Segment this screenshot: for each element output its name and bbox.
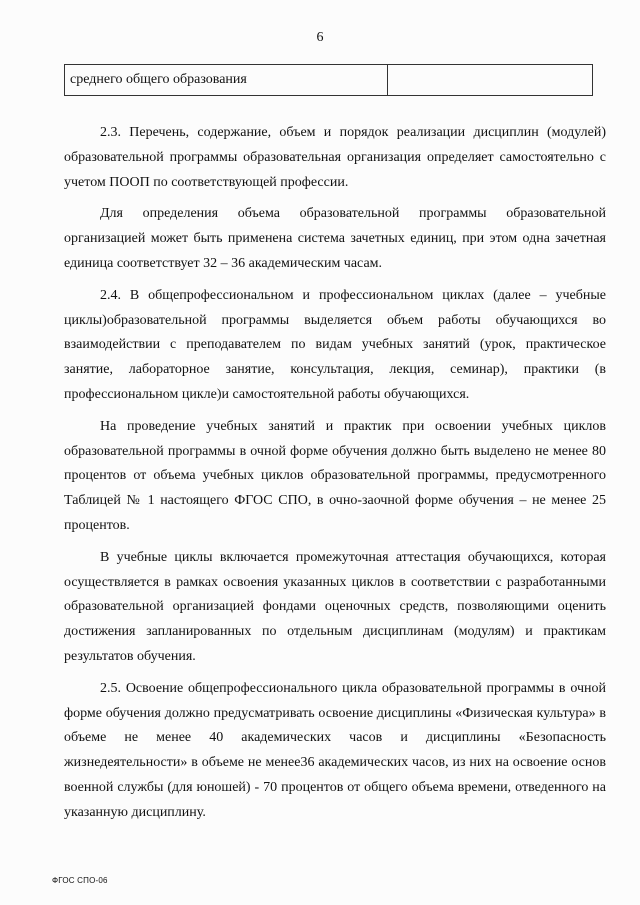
paragraph-credit-units: Для определения объема образовательной программы образовательной организацией может быть применена система зачетных единиц, при этом одна зачетная единица соответствует 32 – 36 академическим часам. [64, 206, 606, 271]
table-cell-left: среднего общего образования [65, 65, 388, 95]
paragraph-2-3: 2.3. Перечень, содержание, объем и порядок реализации дисциплин (модулей) образовательной программы образовательная организация определяет самостоятельно с учетом ПООП по соответствующей профессии. [64, 125, 606, 190]
paragraph-2-5: 2.5. Освоение общепрофессионального цикла образовательной программы в очной форме обучения должно предусматривать освоение дисциплины «Физическая культура» в объеме не менее 40 академических часов и дисциплины «Безопасность жизнедеятельности» в объеме не менее36 академических часов, из них на освоение основ военной службы (для юношей) - 70 процентов от общего объема времени, отведенного на указанную дисциплину. [64, 680, 606, 820]
table-cell-right [388, 65, 592, 95]
paragraph-attestation: В учебные циклы включается промежуточная аттестация обучающихся, которая осуществляется в рамках освоения указанных циклов в соответствии с разработанными образовательной организацией фондами оценочных средств, позволяющими оценить достижения запланированных по отдельным дисциплинам (модулям) и практикам результатов обучения. [64, 549, 606, 664]
footer-label: ФГОС СПО-06 [52, 876, 108, 885]
page-number: 6 [316, 30, 324, 45]
paragraph-contact-hours: На проведение учебных занятий и практик при освоении учебных циклов образовательной программы в очной форме обучения должно быть выделено не менее 80 процентов от объема учебных циклов образовательной программы, предусмотренного Таблицей № 1 настоящего ФГОС СПО, в очно-заочной форме обучения – не менее 25 процентов. [64, 418, 606, 533]
table-row [64, 64, 593, 96]
body-text [64, 121, 606, 826]
paragraph-2-4: 2.4. В общепрофессиональном и профессиональном циклах (далее – учебные циклы)образовательной программы выделяется объем работы обучающихся во взаимодействии с преподавателем по видам учебных занятий (урок, практическое занятие, лабораторное занятие, консультация, лекция, семинар), практики (в профессиональном цикле)и самостоятельной работы обучающихся. [64, 287, 606, 402]
